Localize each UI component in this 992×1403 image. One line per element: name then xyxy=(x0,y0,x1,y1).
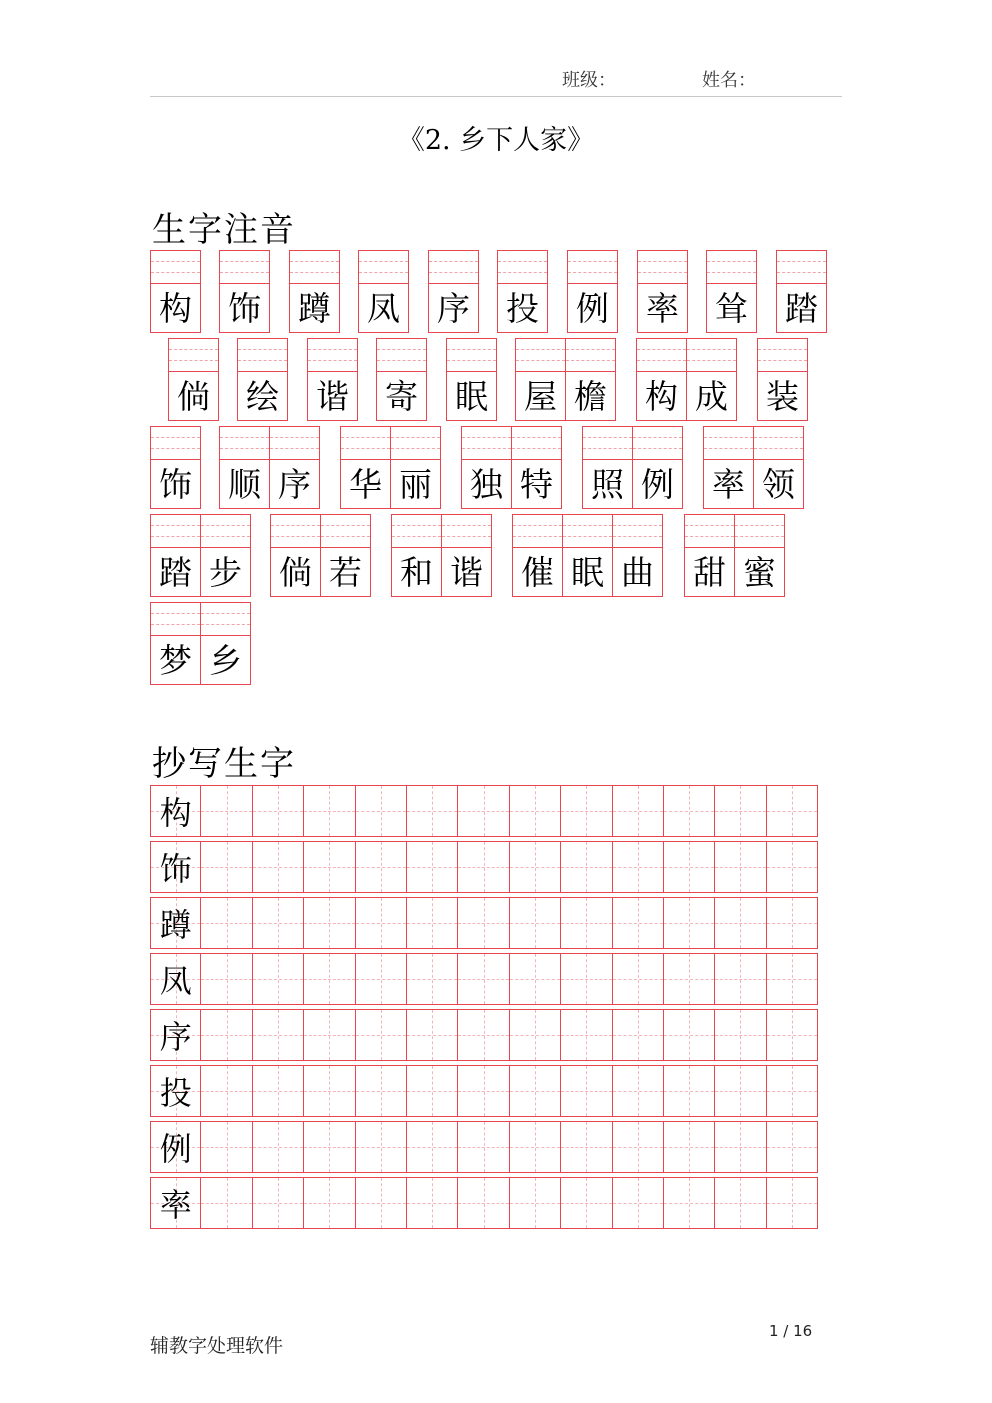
copy-practice-cell[interactable] xyxy=(304,897,355,949)
pinyin-writing-lines[interactable] xyxy=(563,515,612,548)
pinyin-word-box xyxy=(428,250,479,333)
pinyin-word-box xyxy=(512,514,663,597)
pinyin-cell xyxy=(441,514,492,597)
pinyin-cell xyxy=(358,250,409,333)
pinyin-cell xyxy=(150,250,201,333)
pinyin-word-box xyxy=(270,514,371,597)
pinyin-writing-lines[interactable] xyxy=(568,251,617,284)
pinyin-writing-lines[interactable] xyxy=(151,515,200,548)
pinyin-writing-lines[interactable] xyxy=(290,251,339,284)
hanzi-char: 序 xyxy=(278,464,311,504)
pinyin-cell xyxy=(562,514,613,597)
copy-model-char: 率 xyxy=(159,1186,192,1224)
pinyin-writing-lines[interactable] xyxy=(151,427,200,460)
copy-practice-cell[interactable] xyxy=(664,1009,715,1061)
hanzi-char: 屋 xyxy=(524,376,557,416)
copy-practice-cell[interactable] xyxy=(201,841,252,893)
copy-practice-cell[interactable] xyxy=(458,785,509,837)
pinyin-cell xyxy=(684,514,735,597)
pinyin-writing-lines[interactable] xyxy=(516,339,565,372)
copy-model-cell xyxy=(150,897,201,949)
pinyin-writing-lines[interactable] xyxy=(151,251,200,284)
copy-section-title: 抄写生字 xyxy=(152,744,296,784)
hanzi-char: 序 xyxy=(437,288,470,328)
pinyin-cell xyxy=(567,250,618,333)
pinyin-cell xyxy=(511,426,562,509)
pinyin-cell xyxy=(686,338,737,421)
pinyin-word-box xyxy=(757,338,808,421)
copy-practice-cell[interactable] xyxy=(715,1009,766,1061)
pinyin-cell xyxy=(320,514,371,597)
copy-practice-cell[interactable] xyxy=(201,897,252,949)
pinyin-word-box xyxy=(150,514,251,597)
hanzi-char: 绘 xyxy=(246,376,279,416)
pinyin-word-box xyxy=(150,602,251,685)
pinyin-word-box xyxy=(168,338,219,421)
copy-practice-cell[interactable] xyxy=(356,897,407,949)
copy-practice-cell[interactable] xyxy=(304,1009,355,1061)
hanzi-char: 若 xyxy=(329,552,362,592)
copy-row xyxy=(150,1065,818,1117)
copy-practice-cell[interactable] xyxy=(664,1121,715,1173)
copy-practice-cell[interactable] xyxy=(253,1065,304,1117)
hanzi-char: 装 xyxy=(766,376,799,416)
copy-practice-cell[interactable] xyxy=(253,785,304,837)
hanzi-char: 谐 xyxy=(316,376,349,416)
pinyin-writing-lines[interactable] xyxy=(308,339,357,372)
copy-practice-cell[interactable] xyxy=(561,1121,612,1173)
hanzi-char: 照 xyxy=(591,464,624,504)
copy-practice-cell[interactable] xyxy=(767,953,818,1005)
pinyin-writing-lines[interactable] xyxy=(613,515,662,548)
hanzi-char: 倘 xyxy=(279,552,312,592)
copy-practice-cell[interactable] xyxy=(664,785,715,837)
hanzi-char: 耸 xyxy=(715,288,748,328)
copy-practice-cell[interactable] xyxy=(561,897,612,949)
pinyin-writing-lines[interactable] xyxy=(513,515,562,548)
copy-practice-cell[interactable] xyxy=(407,1177,458,1229)
pinyin-writing-lines[interactable] xyxy=(429,251,478,284)
copy-row xyxy=(150,953,818,1005)
pinyin-writing-lines[interactable] xyxy=(270,427,319,460)
copy-model-cell xyxy=(150,785,201,837)
copy-row xyxy=(150,1121,818,1173)
copy-practice-cell[interactable] xyxy=(253,1009,304,1061)
pinyin-writing-lines[interactable] xyxy=(583,427,632,460)
copy-practice-cell[interactable] xyxy=(304,1177,355,1229)
copy-practice-cell[interactable] xyxy=(407,785,458,837)
hanzi-char: 寄 xyxy=(385,376,418,416)
copy-practice-cell[interactable] xyxy=(613,1121,664,1173)
pinyin-cell xyxy=(512,514,563,597)
pinyin-writing-lines[interactable] xyxy=(442,515,491,548)
pinyin-writing-lines[interactable] xyxy=(754,427,803,460)
pinyin-word-box xyxy=(637,250,688,333)
copy-practice-cell[interactable] xyxy=(356,953,407,1005)
pinyin-word-box xyxy=(237,338,288,421)
pinyin-cell xyxy=(270,514,321,597)
hanzi-char: 率 xyxy=(646,288,679,328)
copy-practice-cell[interactable] xyxy=(613,841,664,893)
pinyin-writing-lines[interactable] xyxy=(566,339,615,372)
pinyin-writing-lines[interactable] xyxy=(447,339,496,372)
pinyin-word-box xyxy=(446,338,497,421)
hanzi-char: 投 xyxy=(506,288,539,328)
pinyin-cell xyxy=(565,338,616,421)
hanzi-char: 率 xyxy=(712,464,745,504)
copy-practice-cell[interactable] xyxy=(458,1009,509,1061)
copy-practice-cell[interactable] xyxy=(201,1065,252,1117)
pinyin-cell xyxy=(612,514,663,597)
pinyin-writing-lines[interactable] xyxy=(238,339,287,372)
copy-practice-cell[interactable] xyxy=(561,1177,612,1229)
copy-model-cell xyxy=(150,1177,201,1229)
pinyin-word-box xyxy=(391,514,492,597)
pinyin-cell xyxy=(219,250,270,333)
name-label: 姓名： xyxy=(702,70,756,91)
copy-practice-cell[interactable] xyxy=(458,1121,509,1173)
pinyin-writing-lines[interactable] xyxy=(359,251,408,284)
copy-practice-cell[interactable] xyxy=(407,897,458,949)
pinyin-cell xyxy=(269,426,320,509)
copy-model-char: 例 xyxy=(159,1130,192,1168)
pinyin-cell xyxy=(515,338,566,421)
pinyin-writing-lines[interactable] xyxy=(220,427,269,460)
copy-practice-cell[interactable] xyxy=(510,1121,561,1173)
copy-practice-cell[interactable] xyxy=(458,841,509,893)
copy-practice-cell[interactable] xyxy=(613,953,664,1005)
copy-model-cell xyxy=(150,1121,201,1173)
copy-practice-cell[interactable] xyxy=(407,841,458,893)
copy-practice-cell[interactable] xyxy=(201,1177,252,1229)
hanzi-char: 谐 xyxy=(450,552,483,592)
pinyin-cell xyxy=(703,426,754,509)
hanzi-char: 梦 xyxy=(159,640,192,680)
pinyin-writing-lines[interactable] xyxy=(707,251,756,284)
copy-practice-cell[interactable] xyxy=(767,1121,818,1173)
pinyin-cell xyxy=(237,338,288,421)
pinyin-writing-lines[interactable] xyxy=(633,427,682,460)
copy-practice-cell[interactable] xyxy=(356,1121,407,1173)
copy-practice-cell[interactable] xyxy=(304,1065,355,1117)
pinyin-cell xyxy=(200,514,251,597)
pinyin-cell xyxy=(497,250,548,333)
pinyin-cell xyxy=(391,514,442,597)
hanzi-char: 踏 xyxy=(159,552,192,592)
pinyin-word-box xyxy=(307,338,358,421)
pinyin-writing-lines[interactable] xyxy=(498,251,547,284)
copy-practice-cell[interactable] xyxy=(613,1177,664,1229)
copy-practice-cell[interactable] xyxy=(715,1177,766,1229)
pinyin-cell xyxy=(706,250,757,333)
pinyin-writing-lines[interactable] xyxy=(201,515,250,548)
pinyin-word-box xyxy=(340,426,441,509)
pinyin-word-box xyxy=(376,338,427,421)
pinyin-writing-lines[interactable] xyxy=(638,251,687,284)
pinyin-word-box xyxy=(567,250,618,333)
copy-practice-cell[interactable] xyxy=(407,1009,458,1061)
copy-row xyxy=(150,897,818,949)
copy-model-cell xyxy=(150,1009,201,1061)
pinyin-writing-lines[interactable] xyxy=(735,515,784,548)
pinyin-writing-lines[interactable] xyxy=(687,339,736,372)
copy-practice-cell[interactable] xyxy=(510,785,561,837)
pinyin-cell xyxy=(150,426,201,509)
copy-practice-cell[interactable] xyxy=(304,1121,355,1173)
copy-practice-cell[interactable] xyxy=(664,953,715,1005)
pinyin-cell xyxy=(636,338,687,421)
copy-model-char: 凤 xyxy=(159,962,192,1000)
hanzi-char: 顺 xyxy=(228,464,261,504)
pinyin-writing-lines[interactable] xyxy=(169,339,218,372)
copy-practice-cell[interactable] xyxy=(458,897,509,949)
copy-model-char: 序 xyxy=(159,1018,192,1056)
pinyin-writing-lines[interactable] xyxy=(271,515,320,548)
hanzi-char: 成 xyxy=(695,376,728,416)
copy-practice-cell[interactable] xyxy=(767,897,818,949)
pinyin-word-box xyxy=(219,426,320,509)
class-label: 班级： xyxy=(562,70,616,91)
pinyin-cell xyxy=(637,250,688,333)
hanzi-char: 催 xyxy=(521,552,554,592)
hanzi-char: 踏 xyxy=(785,288,818,328)
pinyin-writing-lines[interactable] xyxy=(685,515,734,548)
pinyin-cell xyxy=(168,338,219,421)
pinyin-writing-lines[interactable] xyxy=(392,515,441,548)
hanzi-char: 步 xyxy=(209,552,242,592)
hanzi-char: 构 xyxy=(159,288,192,328)
pinyin-cell xyxy=(632,426,683,509)
hanzi-char: 构 xyxy=(645,376,678,416)
hanzi-char: 和 xyxy=(400,552,433,592)
copy-practice-cell[interactable] xyxy=(356,1009,407,1061)
copy-practice-cell[interactable] xyxy=(715,785,766,837)
copy-practice-cell[interactable] xyxy=(407,1121,458,1173)
copy-practice-cell[interactable] xyxy=(613,1009,664,1061)
copy-practice-cell[interactable] xyxy=(767,1009,818,1061)
pinyin-cell xyxy=(200,602,251,685)
pinyin-section-title: 生字注音 xyxy=(152,210,296,250)
hanzi-char: 眠 xyxy=(571,552,604,592)
copy-practice-cell[interactable] xyxy=(510,1009,561,1061)
copy-practice-cell[interactable] xyxy=(407,953,458,1005)
copy-practice-cell[interactable] xyxy=(561,1065,612,1117)
hanzi-char: 檐 xyxy=(574,376,607,416)
pinyin-cell xyxy=(307,338,358,421)
copy-practice-cell[interactable] xyxy=(253,1121,304,1173)
hanzi-char: 曲 xyxy=(621,552,654,592)
hanzi-char: 甜 xyxy=(693,552,726,592)
pinyin-word-box xyxy=(497,250,548,333)
pinyin-writing-lines[interactable] xyxy=(758,339,807,372)
header-divider xyxy=(150,96,842,97)
pinyin-writing-lines[interactable] xyxy=(512,427,561,460)
copy-practice-cell[interactable] xyxy=(510,1177,561,1229)
hanzi-char: 蹲 xyxy=(298,288,331,328)
pinyin-word-box xyxy=(150,426,201,509)
pinyin-word-box xyxy=(703,426,804,509)
copy-row xyxy=(150,1009,818,1061)
copy-practice-cell[interactable] xyxy=(510,841,561,893)
copy-practice-cell[interactable] xyxy=(767,1177,818,1229)
copy-practice-cell[interactable] xyxy=(356,1065,407,1117)
copy-practice-cell[interactable] xyxy=(561,1009,612,1061)
copy-practice-cell[interactable] xyxy=(201,1121,252,1173)
copy-model-cell xyxy=(150,1065,201,1117)
copy-model-char: 饰 xyxy=(159,850,192,888)
pinyin-word-box xyxy=(358,250,409,333)
copy-practice-cell[interactable] xyxy=(201,785,252,837)
hanzi-char: 例 xyxy=(576,288,609,328)
hanzi-char: 饰 xyxy=(159,464,192,504)
pinyin-word-box xyxy=(289,250,340,333)
copy-practice-cell[interactable] xyxy=(510,1065,561,1117)
pinyin-cell xyxy=(428,250,479,333)
copy-practice-cell[interactable] xyxy=(613,785,664,837)
pinyin-writing-lines[interactable] xyxy=(321,515,370,548)
pinyin-writing-lines[interactable] xyxy=(391,427,440,460)
pinyin-cell xyxy=(150,602,201,685)
pinyin-writing-lines[interactable] xyxy=(637,339,686,372)
hanzi-char: 丽 xyxy=(399,464,432,504)
copy-practice-cell[interactable] xyxy=(767,1065,818,1117)
pinyin-word-box xyxy=(706,250,757,333)
pinyin-cell xyxy=(289,250,340,333)
pinyin-word-box xyxy=(636,338,737,421)
hanzi-char: 华 xyxy=(349,464,382,504)
copy-practice-cell[interactable] xyxy=(304,841,355,893)
copy-practice-cell[interactable] xyxy=(613,1065,664,1117)
page-title: 《2. 乡下人家》 xyxy=(397,125,595,156)
copy-practice-cell[interactable] xyxy=(715,1065,766,1117)
copy-practice-cell[interactable] xyxy=(715,1121,766,1173)
hanzi-char: 领 xyxy=(762,464,795,504)
pinyin-word-box xyxy=(150,250,201,333)
copy-practice-cell[interactable] xyxy=(356,841,407,893)
copy-row xyxy=(150,785,818,837)
copy-practice-cell[interactable] xyxy=(767,785,818,837)
pinyin-writing-lines[interactable] xyxy=(377,339,426,372)
copy-practice-cell[interactable] xyxy=(201,1009,252,1061)
pinyin-word-box xyxy=(515,338,616,421)
copy-practice-cell[interactable] xyxy=(664,897,715,949)
copy-practice-cell[interactable] xyxy=(356,1177,407,1229)
copy-practice-cell[interactable] xyxy=(253,841,304,893)
hanzi-char: 蜜 xyxy=(743,552,776,592)
pinyin-writing-lines[interactable] xyxy=(201,603,250,636)
hanzi-char: 乡 xyxy=(209,640,242,680)
copy-practice-cell[interactable] xyxy=(253,953,304,1005)
copy-practice-cell[interactable] xyxy=(253,1177,304,1229)
copy-model-char: 蹲 xyxy=(159,906,192,944)
copy-practice-cell[interactable] xyxy=(510,897,561,949)
copy-practice-cell[interactable] xyxy=(664,841,715,893)
pinyin-cell xyxy=(753,426,804,509)
copy-practice-cell[interactable] xyxy=(664,1065,715,1117)
hanzi-char: 独 xyxy=(470,464,503,504)
pinyin-writing-lines[interactable] xyxy=(462,427,511,460)
pinyin-cell xyxy=(734,514,785,597)
pinyin-cell xyxy=(340,426,391,509)
copy-practice-cell[interactable] xyxy=(561,841,612,893)
pinyin-word-box xyxy=(684,514,785,597)
hanzi-char: 例 xyxy=(641,464,674,504)
copy-practice-cell[interactable] xyxy=(458,953,509,1005)
pinyin-cell xyxy=(776,250,827,333)
copy-practice-cell[interactable] xyxy=(356,785,407,837)
copy-model-char: 构 xyxy=(159,794,192,832)
copy-practice-cell[interactable] xyxy=(304,785,355,837)
hanzi-char: 饰 xyxy=(228,288,261,328)
copy-practice-cell[interactable] xyxy=(613,897,664,949)
copy-practice-cell[interactable] xyxy=(561,785,612,837)
pinyin-cell xyxy=(219,426,270,509)
copy-practice-cell[interactable] xyxy=(304,953,355,1005)
pinyin-writing-lines[interactable] xyxy=(220,251,269,284)
pinyin-word-box xyxy=(582,426,683,509)
pinyin-cell xyxy=(390,426,441,509)
pinyin-cell xyxy=(582,426,633,509)
hanzi-char: 倘 xyxy=(177,376,210,416)
pinyin-writing-lines[interactable] xyxy=(151,603,200,636)
copy-model-cell xyxy=(150,953,201,1005)
page-number: 1 / 16 xyxy=(769,1322,813,1340)
copy-practice-cell[interactable] xyxy=(253,897,304,949)
copy-practice-cell[interactable] xyxy=(201,953,252,1005)
copy-model-cell xyxy=(150,841,201,893)
pinyin-writing-lines[interactable] xyxy=(341,427,390,460)
pinyin-cell xyxy=(757,338,808,421)
copy-practice-cell[interactable] xyxy=(458,1177,509,1229)
pinyin-writing-lines[interactable] xyxy=(777,251,826,284)
pinyin-writing-lines[interactable] xyxy=(704,427,753,460)
hanzi-char: 凤 xyxy=(367,288,400,328)
pinyin-cell xyxy=(461,426,512,509)
copy-row xyxy=(150,841,818,893)
pinyin-cell xyxy=(150,514,201,597)
software-credit: 辅教字处理软件 xyxy=(150,1335,284,1357)
copy-practice-cell[interactable] xyxy=(715,841,766,893)
pinyin-word-box xyxy=(461,426,562,509)
copy-practice-cell[interactable] xyxy=(458,1065,509,1117)
copy-practice-cell[interactable] xyxy=(510,953,561,1005)
copy-practice-cell[interactable] xyxy=(561,953,612,1005)
copy-row xyxy=(150,1177,818,1229)
copy-practice-cell[interactable] xyxy=(767,841,818,893)
pinyin-cell xyxy=(446,338,497,421)
copy-practice-cell[interactable] xyxy=(407,1065,458,1117)
copy-practice-cell[interactable] xyxy=(715,897,766,949)
pinyin-cell xyxy=(376,338,427,421)
copy-practice-cell[interactable] xyxy=(715,953,766,1005)
copy-practice-cell[interactable] xyxy=(664,1177,715,1229)
pinyin-word-box xyxy=(776,250,827,333)
hanzi-char: 眠 xyxy=(455,376,488,416)
hanzi-char: 特 xyxy=(520,464,553,504)
copy-model-char: 投 xyxy=(159,1074,192,1112)
pinyin-word-box xyxy=(219,250,270,333)
